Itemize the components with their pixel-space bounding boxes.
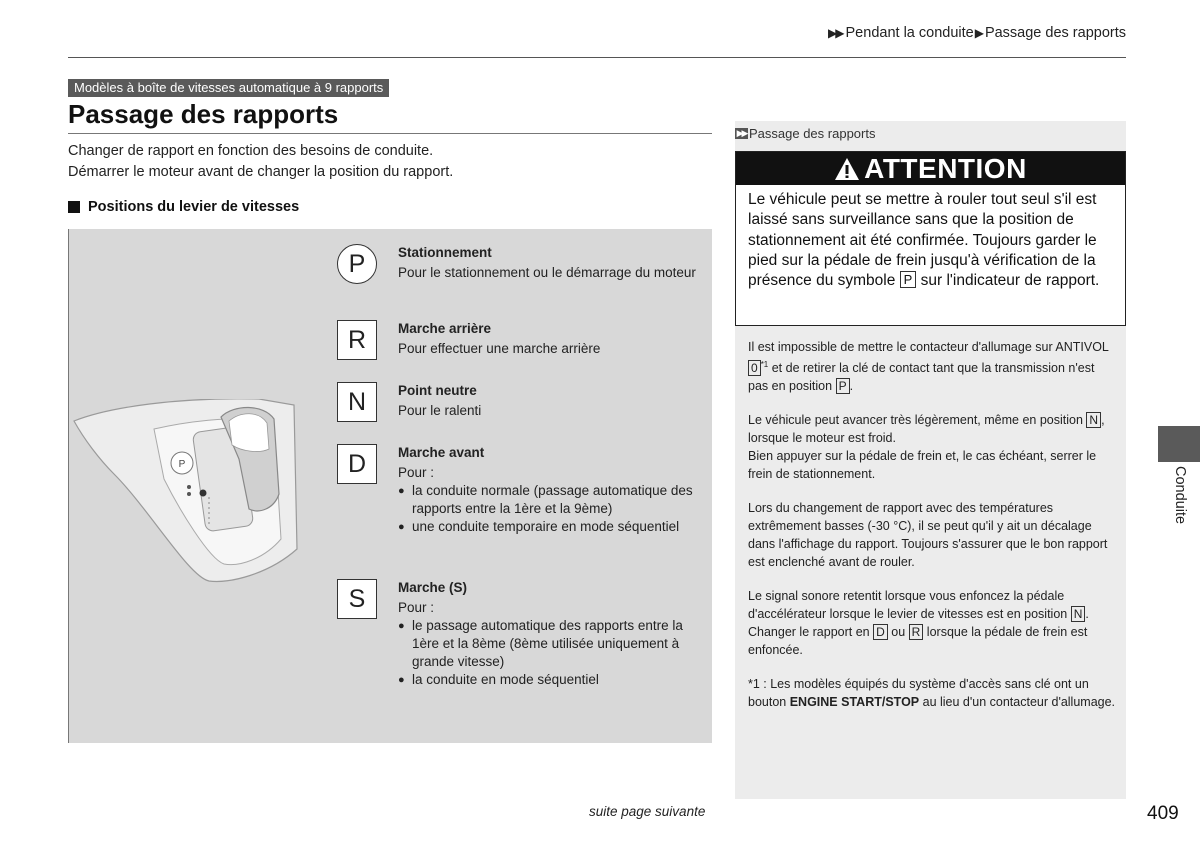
intro-text: [68, 141, 453, 183]
note-text: , lorsque le moteur est froid.: [748, 413, 1105, 446]
svg-text:P: P: [178, 459, 186, 470]
gear-name: Marche avant: [398, 445, 485, 460]
warning-title-label: ATTENTION: [864, 152, 1027, 184]
park-symbol-icon: P: [337, 244, 377, 284]
drive-key-icon: D: [873, 624, 888, 640]
chapter-tab[interactable]: [1158, 426, 1200, 462]
gear-lever-illustration: [69, 399, 319, 599]
note-paragraph: [748, 411, 1118, 483]
gear-description: Pour :: [398, 600, 435, 615]
reverse-symbol-icon: R: [337, 320, 377, 360]
section-arrow-icon: ▶▶: [736, 127, 747, 138]
continue-note: suite page suivante: [589, 804, 706, 819]
breadcrumb-page: Passage des rapports: [984, 25, 1126, 41]
breadcrumb-arrow-icon: ▶: [974, 26, 982, 40]
gear-usage-list: [398, 617, 708, 689]
subheading-label: Positions du levier de vitesses: [88, 199, 300, 215]
gear-name: Stationnement: [398, 245, 492, 260]
gear-positions-panel: [68, 229, 712, 743]
gear-name: Point neutre: [398, 383, 477, 398]
breadcrumb-section[interactable]: Pendant la conduite: [845, 25, 974, 41]
lock-key-icon: 0: [748, 360, 761, 376]
park-key-icon: P: [836, 378, 850, 394]
side-notes-panel: [735, 121, 1126, 799]
note-paragraph: [748, 587, 1118, 659]
page-title: Passage des rapports: [68, 99, 339, 129]
subheading: [68, 199, 299, 215]
note-text: ou: [891, 625, 906, 640]
gear-name: Marche (S): [398, 580, 468, 595]
neutral-key-icon: N: [1071, 606, 1086, 622]
note-text: *1 : Les modèles équipés du système d'accès sans clé ont un bouton: [748, 677, 1089, 710]
gear-description: Pour :: [398, 465, 435, 480]
note-text: Le signal sonore retentit lorsque vous enfoncez la pédale d'accélérateur lorsque le levier de vitesses est en position: [748, 589, 1068, 622]
square-bullet-icon: [68, 201, 80, 213]
chapter-tab-label: [1160, 466, 1200, 536]
list-item: ● la conduite normale (passage automatique des rapports entre la 1ère et la 9ème): [398, 482, 708, 518]
page-number: 409: [1147, 803, 1179, 824]
warning-text: [736, 185, 1125, 291]
breadcrumb-arrow-icon: ▶▶: [828, 26, 843, 40]
neutral-symbol-icon: N: [337, 382, 377, 422]
list-item: ● la conduite en mode séquentiel: [398, 671, 708, 689]
title-divider: [68, 133, 712, 134]
breadcrumb: [828, 25, 1126, 41]
footnote-ref: *1: [760, 360, 769, 369]
warning-text-part: sur l'indicateur de rapport.: [920, 272, 1100, 290]
note-text-bold: ENGINE START/STOP: [789, 695, 920, 710]
warning-text-part: Le véhicule peut se mettre à rouler tout seul s'il est laissé sans surveillance sans que la position de stationnement ait été confirmée. Toujours garder le pied sur la pédale de frein jusqu'à vérification de la présence du symbole: [748, 191, 1097, 290]
gear-usage-list: [398, 482, 708, 536]
warning-box: [735, 151, 1126, 326]
note-text: .: [1085, 607, 1089, 622]
reverse-key-icon: R: [909, 624, 924, 640]
neutral-key-icon: N: [1086, 412, 1101, 428]
footnote: [748, 675, 1118, 711]
model-tag: Modèles à boîte de vitesses automatique à 9 rapports: [68, 79, 389, 97]
gear-description: Pour le ralenti: [398, 403, 482, 418]
note-text: Le véhicule peut avancer très légèrement, même en position: [748, 413, 1083, 428]
list-item: ● le passage automatique des rapports entre la 1ère et la 8ème (8ème utilisée uniquement à grande vitesse): [398, 617, 708, 671]
list-item: ● une conduite temporaire en mode séquentiel: [398, 518, 708, 536]
note-text: Bien appuyer sur la pédale de frein et, le cas échéant, serrer le frein de stationnement.: [748, 449, 1097, 482]
note-text: Il est impossible de mettre le contacteur d'allumage sur ANTIVOL: [748, 340, 1109, 354]
note-text: Changer le rapport en: [748, 625, 870, 640]
side-heading: [735, 121, 1126, 143]
gear-description: Pour effectuer une marche arrière: [398, 341, 601, 356]
note-text: au lieu d'un contacteur d'allumage.: [922, 695, 1116, 710]
gear-description: Pour le stationnement ou le démarrage du moteur: [398, 265, 696, 280]
note-text: .: [849, 379, 854, 394]
note-text: lorsque la pédale de frein est enfoncée.: [748, 625, 1088, 658]
drive-symbol-icon: D: [337, 444, 377, 484]
note-paragraph: [748, 338, 1118, 395]
gear-name: Marche arrière: [398, 321, 492, 336]
header-divider: [68, 57, 1126, 58]
warning-title: [736, 152, 1125, 185]
intro-line: Changer de rapport en fonction des besoins de conduite.: [68, 143, 434, 159]
warning-triangle-icon: [834, 157, 860, 181]
side-notes: [748, 338, 1118, 727]
chapter-tab-text: Conduite: [1172, 466, 1188, 525]
side-heading-label: Passage des rapports: [749, 125, 876, 141]
sport-symbol-icon: S: [337, 579, 377, 619]
park-key-icon: P: [900, 271, 917, 288]
intro-line: Démarrer le moteur avant de changer la position du rapport.: [68, 164, 454, 180]
note-text: et de retirer la clé de contact tant que la transmission n'est pas en position: [748, 361, 1095, 394]
note-paragraph: Lors du changement de rapport avec des températures extrêmement basses (-30 °C), il se peut qu'il y ait un décalage dans l'affichage du rapport. Toujours s'assurer que le bon rapport est enclenché avant de rouler.: [748, 501, 1108, 570]
